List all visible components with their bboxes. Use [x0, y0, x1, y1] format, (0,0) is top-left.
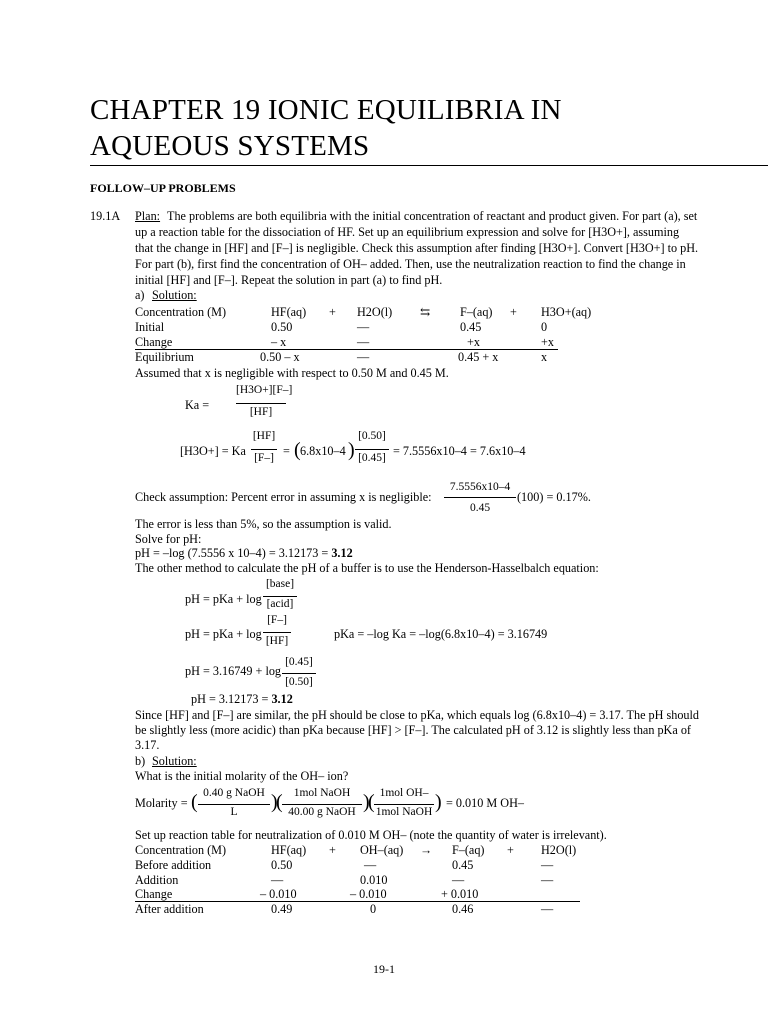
since-line-3: 3.17.	[135, 738, 160, 752]
table-b-row-3-oh: 0	[370, 902, 377, 916]
molarity-result: = 0.010 M OH–	[446, 796, 524, 810]
check-result: (100) = 0.17%.	[517, 490, 591, 504]
h3o-close-paren: )	[348, 439, 355, 461]
table-b-row-0-h2o: —	[541, 858, 554, 872]
part-a-solution-label: Solution:	[152, 288, 197, 302]
problem-number: 19.1A	[90, 209, 121, 223]
table-b-header-1: HF(aq)	[271, 843, 307, 857]
check-assumption-text: Check assumption: Percent error in assuming x is negligible:	[135, 490, 432, 504]
table-b-header-5: F–(aq)	[452, 843, 485, 857]
setup-text: Set up reaction table for neutralization of 0.010 M OH– (note the quantity of water is irrelevant).	[135, 828, 607, 842]
table-a-header-5: F–(aq)	[460, 305, 493, 319]
table-b-row-1-oh: 0.010	[360, 873, 388, 887]
ka-fraction-bar	[236, 403, 286, 404]
table-b-header-3: OH–(aq)	[360, 843, 404, 857]
plan-label: Plan:	[135, 209, 161, 223]
table-a-header-1: HF(aq)	[271, 305, 307, 319]
chapter-title-line-1: CHAPTER 19 IONIC EQUILIBRIA IN	[90, 94, 562, 126]
ph-calculation	[135, 546, 353, 562]
h3o-equals: =	[283, 444, 290, 458]
table-b-row-1-f: —	[452, 873, 465, 887]
pka-calculation: pKa = –log Ka = –log(6.8x10–4) = 3.16749	[334, 627, 548, 641]
molarity-denominator-1: L	[230, 806, 238, 818]
table-a-row-1-label: Change	[135, 335, 173, 349]
ka-numerator: [H3O+][F–]	[236, 384, 293, 396]
table-a-header-7: H3O+(aq)	[541, 305, 592, 319]
table-a-row-2-f: 0.45 + x	[458, 350, 499, 364]
check-denominator: 0.45	[469, 502, 491, 514]
hh-eq-2-lhs: pH = pKa + log	[185, 627, 262, 641]
table-b-row-0-hf: 0.50	[271, 858, 293, 872]
h3o-fraction-bar-2	[355, 449, 389, 450]
h3o-result: = 7.5556x10–4 = 7.6x10–4	[393, 444, 526, 458]
part-a-label: a)	[135, 288, 145, 302]
page-number: 19-1	[373, 962, 395, 976]
molarity-fraction-bar-3	[374, 804, 434, 805]
part-b-label: b)	[135, 754, 146, 768]
chapter-title-line-2: AQUEOUS SYSTEMS	[90, 130, 370, 162]
ka-lhs: Ka =	[185, 398, 210, 412]
h3o-denominator-1: [F–]	[254, 452, 274, 464]
h3o-open-paren: (	[294, 439, 301, 461]
hh-eq-3-lhs: pH = 3.16749 + log	[185, 664, 282, 678]
since-line-1: Since [HF] and [F–] are similar, the pH should be close to pKa, which equals log (6.8x10–4) = 3.17. The pH should	[135, 708, 699, 722]
table-b-header-6: +	[507, 843, 514, 857]
table-a-row-2-hf: 0.50 – x	[260, 350, 300, 364]
table-b-header-4: →	[420, 843, 433, 857]
table-a-header-2: +	[329, 305, 336, 319]
table-b-header-0: Concentration (M)	[135, 843, 227, 857]
table-a-header-4: ⇆	[420, 305, 431, 319]
molarity-numerator-3: 1mol OH–	[379, 787, 429, 799]
table-b-row-1-label: Addition	[135, 873, 179, 887]
hh-eq-1-numerator: [base]	[265, 578, 295, 590]
table-b-row-2-hf: – 0.010	[260, 887, 297, 901]
h3o-denominator-2: [0.45]	[358, 452, 386, 464]
hh-eq-1-lhs: pH = pKa + log	[185, 592, 262, 606]
since-line-2: be slightly less (more acidic) than pKa because [HF] > [F–]. The calculated pH of 3.12 is slightly less than pKa of	[135, 723, 691, 737]
ph-calculation-text: pH = –log (7.5556 x 10–4) = 3.12173 =	[135, 546, 332, 560]
table-a-header-6: +	[510, 305, 517, 319]
table-a-row-1-h3o: +x	[541, 335, 554, 349]
h3o-lhs: [H3O+] = Ka	[180, 444, 246, 458]
table-b-row-1-hf: —	[271, 873, 284, 887]
table-b-row-3-h2o: —	[541, 902, 554, 916]
ph-final-text: pH = 3.12173 =	[191, 692, 272, 706]
h3o-numerator-2: [0.50]	[358, 430, 386, 442]
ka-denominator: [HF]	[249, 406, 273, 418]
hh-eq-2-denominator: [HF]	[265, 635, 289, 647]
molarity-numerator-2: 1mol NaOH	[293, 787, 351, 799]
ph-answer: 3.12	[331, 546, 353, 560]
plan-line-3: that the change in [HF] and [F–] is negligible. Check this assumption after finding [H3O+]. Convert [H3O+] to pH.	[135, 241, 699, 255]
table-a-header-0: Concentration (M)	[135, 305, 227, 319]
part-b-question: What is the initial molarity of the OH– ion?	[135, 769, 349, 783]
table-b-row-0-label: Before addition	[135, 858, 212, 872]
table-a-row-2-h3o: x	[541, 350, 548, 364]
molarity-paren-open-1: (	[191, 791, 198, 813]
hh-eq-3-denominator: [0.50]	[285, 676, 313, 688]
table-b-row-2-f: + 0.010	[441, 887, 479, 901]
table-a-row-2-h2o: —	[357, 350, 370, 364]
table-a-row-0-hf: 0.50	[271, 320, 293, 334]
molarity-paren-close-1: )	[271, 791, 278, 813]
plan-line-2: up a reaction table for the dissociation of HF. Set up an equilibrium expression and solve for [H3O+], assuming	[135, 225, 680, 239]
plan-line-5: initial [HF] and [F–]. Repeat the solution in part (a) to find pH.	[135, 273, 443, 287]
h3o-ka-value: 6.8x10–4	[300, 444, 346, 458]
ph-final	[191, 692, 293, 708]
table-b-header-7: H2O(l)	[541, 843, 577, 857]
molarity-denominator-2: 40.00 g NaOH	[288, 806, 356, 818]
table-a-row-0-h3o: 0	[541, 320, 548, 334]
table-b-row-2-oh: – 0.010	[350, 887, 387, 901]
molarity-fraction-bar-2	[282, 804, 362, 805]
table-b-row-3-f: 0.46	[452, 902, 474, 916]
plan-line-4: For part (b), first find the concentration of OH– added. Then, use the neutralization reaction to find the change in	[135, 257, 686, 271]
hh-eq-3-numerator: [0.45]	[285, 656, 313, 668]
table-a-row-2-label: Equilibrium	[135, 350, 194, 364]
title-rule	[90, 165, 768, 166]
molarity-paren-open-3: (	[368, 791, 375, 813]
table-b-row-0-oh: —	[364, 858, 377, 872]
molarity-paren-open-2: (	[276, 791, 283, 813]
part-b-solution-label: Solution:	[152, 754, 197, 768]
solve-for-ph: Solve for pH:	[135, 532, 202, 546]
other-method-text: The other method to calculate the pH of a buffer is to use the Henderson-Hasselbalch equation:	[135, 561, 599, 575]
table-a-row-0-f: 0.45	[460, 320, 482, 334]
error-statement: The error is less than 5%, so the assumption is valid.	[135, 517, 392, 531]
hh-eq-2-numerator: [F–]	[267, 614, 287, 626]
table-b-row-2-label: Change	[135, 887, 173, 901]
table-b-header-2: +	[329, 843, 336, 857]
molarity-paren-close-2: )	[363, 791, 370, 813]
hh-eq-2-fraction-bar	[263, 632, 291, 633]
check-numerator: 7.5556x10–4	[449, 481, 511, 493]
table-b-row-3-hf: 0.49	[271, 902, 293, 916]
molarity-denominator-3: 1mol NaOH	[375, 806, 433, 818]
table-a-row-0-label: Initial	[135, 320, 165, 334]
molarity-numerator-1: 0.40 g NaOH	[203, 787, 265, 799]
h3o-numerator-1: [HF]	[252, 430, 276, 442]
assumption-text: Assumed that x is negligible with respect to 0.50 M and 0.45 M.	[135, 366, 449, 380]
ph-final-answer: 3.12	[271, 692, 293, 706]
table-a-row-1-f: +x	[467, 335, 480, 349]
table-a-row-1-h2o: —	[357, 335, 370, 349]
chapter-title	[90, 92, 562, 164]
molarity-paren-close-3: )	[435, 791, 442, 813]
molarity-lhs: Molarity =	[135, 796, 188, 810]
table-b-row-0-f: 0.45	[452, 858, 474, 872]
table-a-row-1-hf: – x	[271, 335, 287, 349]
hh-eq-1-denominator: [acid]	[266, 598, 294, 610]
section-heading: FOLLOW–UP PROBLEMS	[90, 181, 236, 195]
table-b-row-3-label: After addition	[135, 902, 204, 916]
table-a-header-3: H2O(l)	[357, 305, 393, 319]
molarity-fraction-bar-1	[198, 804, 270, 805]
check-fraction-bar	[444, 497, 516, 498]
hh-eq-1-fraction-bar	[263, 596, 297, 597]
h3o-fraction-bar-1	[251, 449, 277, 450]
table-b-row-1-h2o: —	[541, 873, 554, 887]
plan-line-1: The problems are both equilibria with the initial concentration of reactant and product given. For part (a), set	[167, 209, 698, 223]
hh-eq-3-fraction-bar	[282, 673, 316, 674]
table-a-row-0-h2o: —	[357, 320, 370, 334]
